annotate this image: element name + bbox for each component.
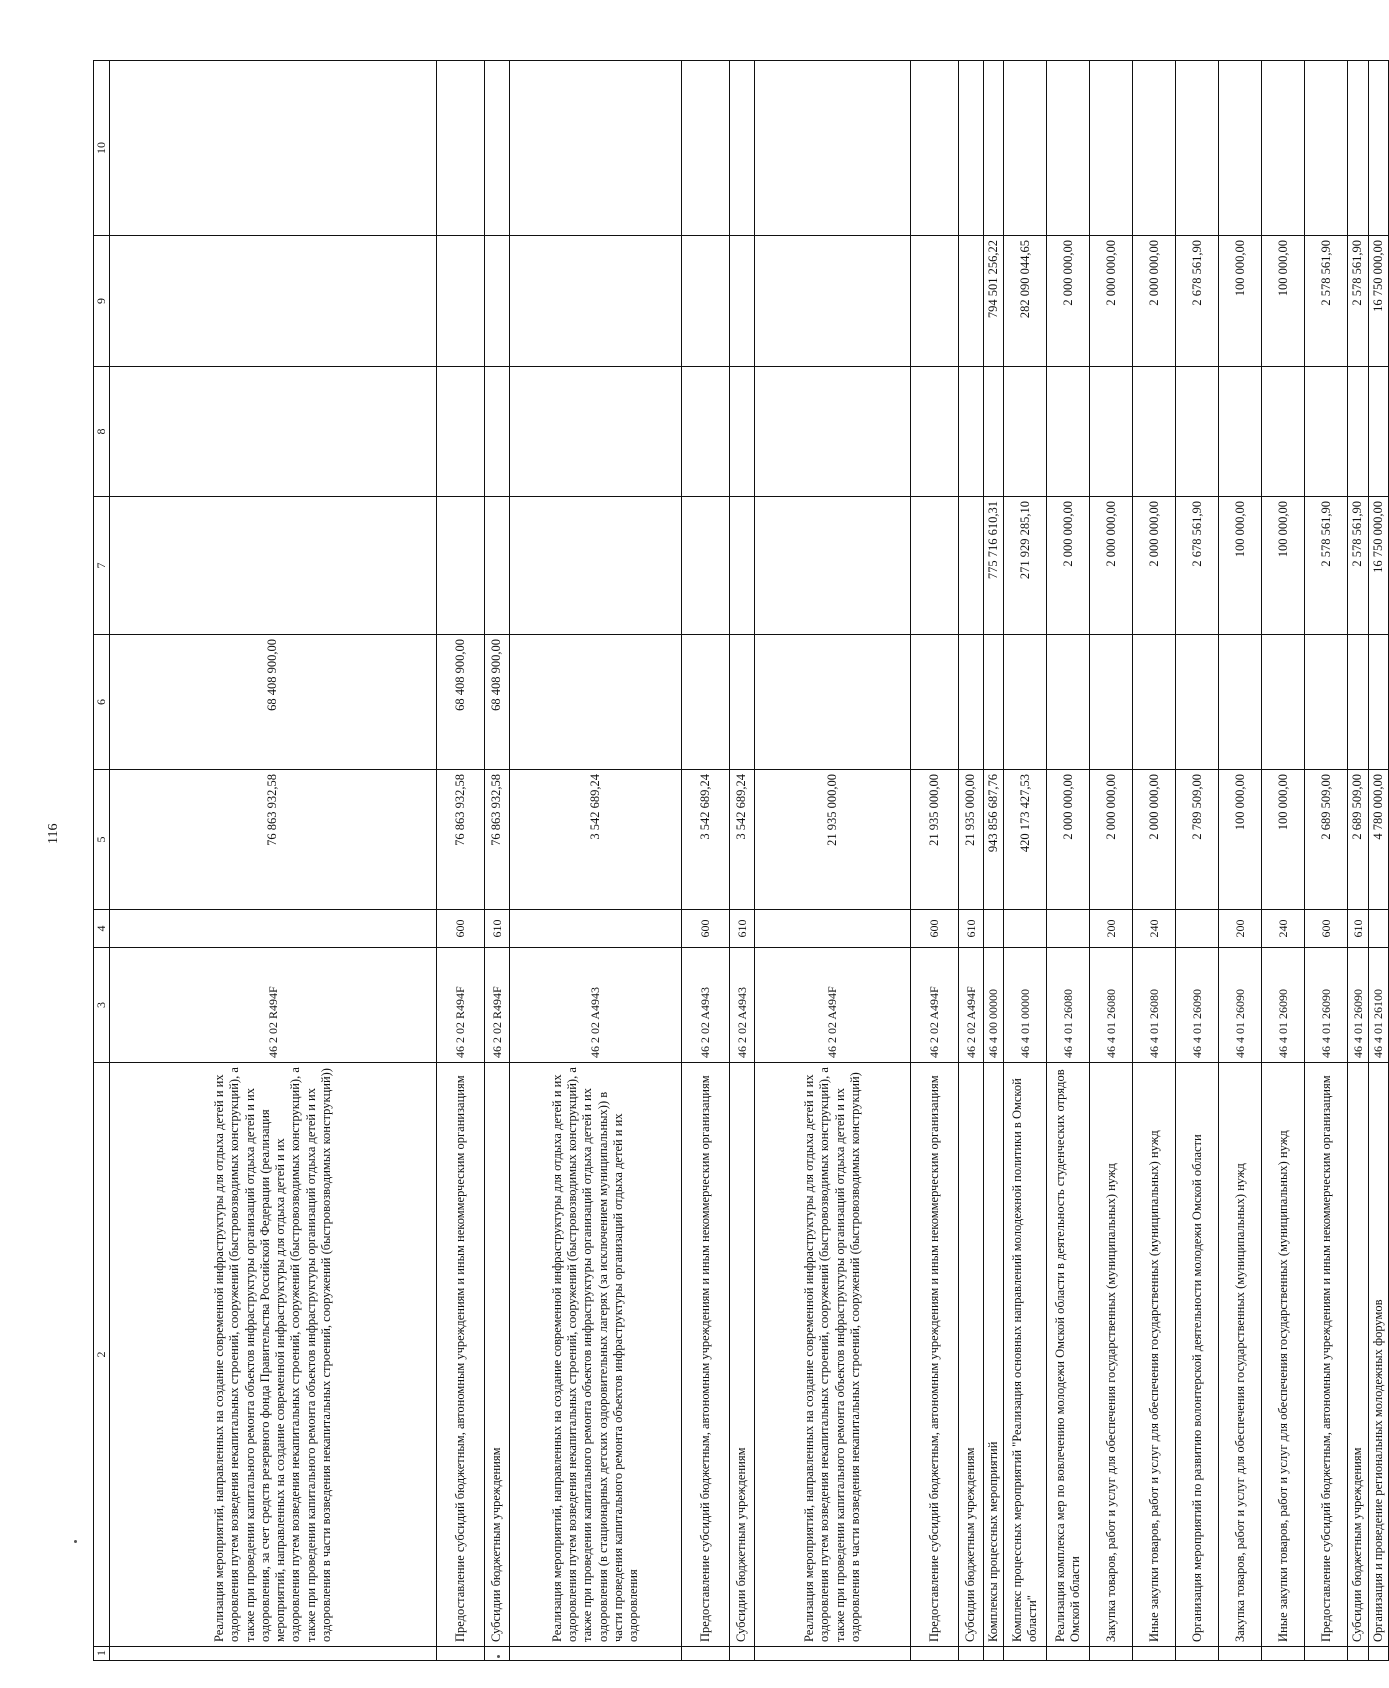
- table-row: [510, 61, 682, 1661]
- amount-col5-cell: 943 856 687,76: [984, 770, 1004, 910]
- amount-col7-cell: 100 000,00: [1262, 497, 1305, 635]
- row-marker-cell: [485, 1647, 510, 1661]
- amount-col5-cell: 21 935 000,00: [911, 770, 959, 910]
- target-code-cell: 46 4 01 26090: [1219, 948, 1262, 1063]
- header-cell: 8: [94, 367, 110, 497]
- amount-col7-cell: [437, 497, 485, 635]
- amount-col5-cell: 100 000,00: [1262, 770, 1305, 910]
- table-row: [1047, 61, 1090, 1661]
- amount-col5-cell: 3 542 689,24: [510, 770, 682, 910]
- item-name-cell: Иные закупки товаров, работ и услуг для обеспечения государственных (муниципальных) нужд: [1262, 1063, 1305, 1647]
- row-marker-cell: [437, 1647, 485, 1661]
- amount-col5-cell: 4 780 000,00: [1368, 770, 1388, 910]
- amount-col10-cell: [1368, 61, 1388, 236]
- amount-col5-cell: 21 935 000,00: [755, 770, 911, 910]
- table-row: [755, 61, 911, 1661]
- header-cell: 6: [94, 635, 110, 770]
- amount-col9-cell: [485, 236, 510, 367]
- target-code-cell: 46 4 01 26100: [1368, 948, 1388, 1063]
- amount-col9-cell: [755, 236, 911, 367]
- amount-col5-cell: 76 863 932,58: [437, 770, 485, 910]
- item-name-cell: Субсидии бюджетным учреждениям: [485, 1063, 510, 1647]
- expense-type-cell: 600: [437, 910, 485, 948]
- item-name-cell: Реализация мероприятий, направленных на создание современной инфраструктуры для отдыха детей и их оздоровления путем возведения некапитальных строений, сооружений (быстровозводимых конструкций), а также при проведении капитального ремонта объектов инфраструктуры организаций отдыха детей и их оздоровления (в стационарных детских оздоровительных лагерях (за исключением муниципальных)) в части проведения капитального ремонта объектов инфраструктуры организаций отдыха детей и их оздоровления: [510, 1063, 682, 1647]
- amount-col5-cell: 2 000 000,00: [1090, 770, 1133, 910]
- row-marker-cell: [1133, 1647, 1176, 1661]
- amount-col7-cell: [682, 497, 730, 635]
- expense-type-cell: 200: [1090, 910, 1133, 948]
- amount-col10-cell: [755, 61, 911, 236]
- amount-col6-cell: 68 408 900,00: [110, 635, 437, 770]
- amount-col9-cell: 100 000,00: [1219, 236, 1262, 367]
- amount-col6-cell: [1262, 635, 1305, 770]
- expense-type-cell: [1176, 910, 1219, 948]
- amount-col7-cell: [485, 497, 510, 635]
- rotated-page: [93, 61, 1385, 1661]
- amount-col10-cell: [110, 61, 437, 236]
- amount-col8-cell: [1219, 367, 1262, 497]
- amount-col8-cell: [959, 367, 984, 497]
- table-row: [1219, 61, 1262, 1661]
- table-row: [1368, 61, 1388, 1661]
- row-marker-cell: [682, 1647, 730, 1661]
- item-name-cell: Комплекс процессных мероприятий "Реализация основных направлений молодежной политики в Омской области": [1004, 1063, 1047, 1647]
- amount-col9-cell: [911, 236, 959, 367]
- amount-col6-cell: [1047, 635, 1090, 770]
- amount-col5-cell: 2 689 509,00: [1348, 770, 1368, 910]
- expense-type-cell: 600: [911, 910, 959, 948]
- amount-col6-cell: [1004, 635, 1047, 770]
- amount-col6-cell: [1305, 635, 1348, 770]
- row-marker-cell: [755, 1647, 911, 1661]
- amount-col6-cell: [911, 635, 959, 770]
- amount-col6-cell: [1133, 635, 1176, 770]
- header-cell: 7: [94, 497, 110, 635]
- amount-col9-cell: [510, 236, 682, 367]
- amount-col6-cell: 68 408 900,00: [437, 635, 485, 770]
- amount-col9-cell: 2 000 000,00: [1047, 236, 1090, 367]
- amount-col10-cell: [1004, 61, 1047, 236]
- amount-col10-cell: [984, 61, 1004, 236]
- amount-col5-cell: 2 000 000,00: [1133, 770, 1176, 910]
- scan-speck: [74, 1540, 77, 1543]
- table-row: [911, 61, 959, 1661]
- amount-col7-cell: 100 000,00: [1219, 497, 1262, 635]
- amount-col10-cell: [682, 61, 730, 236]
- amount-col8-cell: [1368, 367, 1388, 497]
- target-code-cell: 46 2 02 R494F: [437, 948, 485, 1063]
- header-cell: 1: [94, 1647, 110, 1661]
- row-marker-cell: [911, 1647, 959, 1661]
- row-marker-cell: [510, 1647, 682, 1661]
- budget-table: [93, 60, 1389, 1661]
- target-code-cell: 46 4 01 26080: [1090, 948, 1133, 1063]
- row-marker-cell: [1176, 1647, 1219, 1661]
- amount-col7-cell: 2 000 000,00: [1133, 497, 1176, 635]
- amount-col10-cell: [485, 61, 510, 236]
- amount-col9-cell: 16 750 000,00: [1368, 236, 1388, 367]
- amount-col10-cell: [1133, 61, 1176, 236]
- table-row: [1004, 61, 1047, 1661]
- item-name-cell: Реализация мероприятий, направленных на создание современной инфраструктуры для отдыха детей и их оздоровления путем возведения некапитальных строений, сооружений (быстровозводимых конструкций), а также при проведении капитального ремонта объектов инфраструктуры организаций отдыха детей и их оздоровления в части возведения некапитальных строений, сооружений (быстровозводимых конструкций): [755, 1063, 911, 1647]
- table-row: [437, 61, 485, 1661]
- amount-col6-cell: [959, 635, 984, 770]
- item-name-cell: Закупка товаров, работ и услуг для обеспечения государственных (муниципальных) нужд: [1219, 1063, 1262, 1647]
- amount-col8-cell: [984, 367, 1004, 497]
- amount-col6-cell: [1348, 635, 1368, 770]
- table-row: [682, 61, 730, 1661]
- expense-type-cell: 610: [730, 910, 755, 948]
- item-name-cell: Субсидии бюджетным учреждениям: [1348, 1063, 1368, 1647]
- amount-col10-cell: [1047, 61, 1090, 236]
- target-code-cell: 46 2 02 A4943: [510, 948, 682, 1063]
- table-row: [959, 61, 984, 1661]
- amount-col8-cell: [1133, 367, 1176, 497]
- amount-col5-cell: 76 863 932,58: [485, 770, 510, 910]
- table-row: [1262, 61, 1305, 1661]
- amount-col8-cell: [110, 367, 437, 497]
- amount-col9-cell: 2 578 561,90: [1348, 236, 1368, 367]
- amount-col5-cell: 3 542 689,24: [682, 770, 730, 910]
- expense-type-cell: [1004, 910, 1047, 948]
- amount-col5-cell: 76 863 932,58: [110, 770, 437, 910]
- amount-col9-cell: 2 678 561,90: [1176, 236, 1219, 367]
- amount-col10-cell: [1176, 61, 1219, 236]
- expense-type-cell: 610: [485, 910, 510, 948]
- amount-col8-cell: [911, 367, 959, 497]
- amount-col9-cell: [437, 236, 485, 367]
- amount-col7-cell: [959, 497, 984, 635]
- amount-col8-cell: [485, 367, 510, 497]
- amount-col10-cell: [911, 61, 959, 236]
- amount-col7-cell: [911, 497, 959, 635]
- item-name-cell: Предоставление субсидий бюджетным, автономным учреждениям и иным некоммерческим организациям: [437, 1063, 485, 1647]
- row-marker-cell: [1348, 1647, 1368, 1661]
- amount-col9-cell: 282 090 044,65: [1004, 236, 1047, 367]
- target-code-cell: 46 4 01 26090: [1348, 948, 1368, 1063]
- expense-type-cell: [110, 910, 437, 948]
- row-marker-cell: [110, 1647, 437, 1661]
- amount-col8-cell: [1047, 367, 1090, 497]
- target-code-cell: 46 2 02 A494F: [755, 948, 911, 1063]
- row-marker-cell: [1047, 1647, 1090, 1661]
- item-name-cell: Иные закупки товаров, работ и услуг для обеспечения государственных (муниципальных) нужд: [1133, 1063, 1176, 1647]
- row-marker-cell: [1219, 1647, 1262, 1661]
- table-row: [984, 61, 1004, 1661]
- amount-col8-cell: [682, 367, 730, 497]
- amount-col10-cell: [437, 61, 485, 236]
- table-header: [94, 61, 110, 1661]
- amount-col9-cell: [682, 236, 730, 367]
- expense-type-cell: [510, 910, 682, 948]
- amount-col8-cell: [1262, 367, 1305, 497]
- amount-col6-cell: [984, 635, 1004, 770]
- item-name-cell: Закупка товаров, работ и услуг для обеспечения государственных (муниципальных) нужд: [1090, 1063, 1133, 1647]
- expense-type-cell: 600: [1305, 910, 1348, 948]
- item-name-cell: Организация мероприятий по развитию волонтерской деятельности молодежи Омской области: [1176, 1063, 1219, 1647]
- expense-type-cell: [755, 910, 911, 948]
- amount-col9-cell: [959, 236, 984, 367]
- header-cell: 10: [94, 61, 110, 236]
- amount-col7-cell: 2 000 000,00: [1047, 497, 1090, 635]
- target-code-cell: 46 2 02 A4943: [730, 948, 755, 1063]
- target-code-cell: 46 4 01 26090: [1176, 948, 1219, 1063]
- item-name-cell: Комплексы процессных мероприятий: [984, 1063, 1004, 1647]
- amount-col8-cell: [730, 367, 755, 497]
- expense-type-cell: [1368, 910, 1388, 948]
- row-marker-cell: [1262, 1647, 1305, 1661]
- table-row: [1176, 61, 1219, 1661]
- amount-col6-cell: [682, 635, 730, 770]
- row-marker-cell: [1004, 1647, 1047, 1661]
- amount-col9-cell: 794 501 256,22: [984, 236, 1004, 367]
- amount-col7-cell: 2 578 561,90: [1305, 497, 1348, 635]
- page-number: 116: [46, 823, 61, 844]
- amount-col9-cell: [730, 236, 755, 367]
- amount-col10-cell: [959, 61, 984, 236]
- amount-col9-cell: 2 000 000,00: [1090, 236, 1133, 367]
- target-code-cell: 46 2 02 R494F: [110, 948, 437, 1063]
- amount-col8-cell: [1004, 367, 1047, 497]
- header-cell: 9: [94, 236, 110, 367]
- expense-type-cell: 240: [1133, 910, 1176, 948]
- expense-type-cell: 610: [959, 910, 984, 948]
- expense-type-cell: 600: [682, 910, 730, 948]
- amount-col5-cell: 2 000 000,00: [1047, 770, 1090, 910]
- amount-col5-cell: 3 542 689,24: [730, 770, 755, 910]
- item-name-cell: Субсидии бюджетным учреждениям: [959, 1063, 984, 1647]
- amount-col5-cell: 2 689 509,00: [1305, 770, 1348, 910]
- amount-col8-cell: [1305, 367, 1348, 497]
- table-row: [110, 61, 437, 1661]
- amount-col8-cell: [1090, 367, 1133, 497]
- header-cell: 2: [94, 1063, 110, 1647]
- expense-type-cell: [984, 910, 1004, 948]
- table-row: [1348, 61, 1368, 1661]
- target-code-cell: 46 2 02 A4943: [682, 948, 730, 1063]
- amount-col9-cell: 2 578 561,90: [1305, 236, 1348, 367]
- item-name-cell: Предоставление субсидий бюджетным, автономным учреждениям и иным некоммерческим организациям: [682, 1063, 730, 1647]
- target-code-cell: 46 2 02 A494F: [911, 948, 959, 1063]
- target-code-cell: 46 4 00 00000: [984, 948, 1004, 1063]
- amount-col8-cell: [437, 367, 485, 497]
- target-code-cell: 46 4 01 26080: [1133, 948, 1176, 1063]
- row-marker-cell: [730, 1647, 755, 1661]
- amount-col8-cell: [1348, 367, 1368, 497]
- item-name-cell: Субсидии бюджетным учреждениям: [730, 1063, 755, 1647]
- amount-col7-cell: [730, 497, 755, 635]
- row-marker-cell: [959, 1647, 984, 1661]
- amount-col7-cell: 271 929 285,10: [1004, 497, 1047, 635]
- target-code-cell: 46 4 01 00000: [1004, 948, 1047, 1063]
- table-row: [1090, 61, 1133, 1661]
- table-row: [730, 61, 755, 1661]
- amount-col6-cell: [510, 635, 682, 770]
- item-name-cell: Предоставление субсидий бюджетным, автономным учреждениям и иным некоммерческим организациям: [1305, 1063, 1348, 1647]
- amount-col8-cell: [510, 367, 682, 497]
- amount-col7-cell: 2 000 000,00: [1090, 497, 1133, 635]
- expense-type-cell: [1047, 910, 1090, 948]
- amount-col7-cell: [110, 497, 437, 635]
- row-marker-cell: [984, 1647, 1004, 1661]
- header-cell: 5: [94, 770, 110, 910]
- table-row: [485, 61, 510, 1661]
- amount-col5-cell: 100 000,00: [1219, 770, 1262, 910]
- amount-col7-cell: [510, 497, 682, 635]
- target-code-cell: 46 4 01 26090: [1305, 948, 1348, 1063]
- amount-col6-cell: [755, 635, 911, 770]
- header-cell: 4: [94, 910, 110, 948]
- amount-col10-cell: [1219, 61, 1262, 236]
- amount-col10-cell: [730, 61, 755, 236]
- amount-col6-cell: [730, 635, 755, 770]
- amount-col6-cell: 68 408 900,00: [485, 635, 510, 770]
- amount-col5-cell: 21 935 000,00: [959, 770, 984, 910]
- amount-col10-cell: [1348, 61, 1368, 236]
- table-row: [1305, 61, 1348, 1661]
- amount-col10-cell: [1305, 61, 1348, 236]
- expense-type-cell: 240: [1262, 910, 1305, 948]
- amount-col10-cell: [1090, 61, 1133, 236]
- amount-col9-cell: 100 000,00: [1262, 236, 1305, 367]
- expense-type-cell: 610: [1348, 910, 1368, 948]
- target-code-cell: 46 2 02 A494F: [959, 948, 984, 1063]
- item-name-cell: Реализация комплекса мер по вовлечению молодежи Омской области в деятельность студенческих отрядов Омской области: [1047, 1063, 1090, 1647]
- amount-col6-cell: [1090, 635, 1133, 770]
- item-name-cell: Организация и проведение региональных молодежных форумов: [1368, 1063, 1388, 1647]
- amount-col9-cell: 2 000 000,00: [1133, 236, 1176, 367]
- table-body: [110, 61, 1389, 1661]
- target-code-cell: 46 4 01 26090: [1262, 948, 1305, 1063]
- amount-col5-cell: 420 173 427,53: [1004, 770, 1047, 910]
- amount-col7-cell: [755, 497, 911, 635]
- amount-col10-cell: [1262, 61, 1305, 236]
- amount-col8-cell: [755, 367, 911, 497]
- amount-col6-cell: [1368, 635, 1388, 770]
- row-marker-cell: [1090, 1647, 1133, 1661]
- amount-col9-cell: [110, 236, 437, 367]
- amount-col6-cell: [1176, 635, 1219, 770]
- row-marker-cell: [1305, 1647, 1348, 1661]
- amount-col7-cell: 775 716 610,31: [984, 497, 1004, 635]
- target-code-cell: 46 2 02 R494F: [485, 948, 510, 1063]
- amount-col5-cell: 2 789 509,00: [1176, 770, 1219, 910]
- header-cell: 3: [94, 948, 110, 1063]
- item-name-cell: Реализация мероприятий, направленных на создание современной инфраструктуры для отдыха детей и их оздоровления путем возведения некапитальных строений, сооружений (быстровозводимых конструкций), а также при проведении капитального ремонта объектов инфраструктуры организаций отдыха детей и их оздоровления, за счет средств резервного фонда Правительства Российской Федерации (реализация мероприятий, направленных на создание современной инфраструктуры для отдыха детей и их оздоровления путем возведения некапитальных строений, сооружений (быстровозводимых конструкций), а также при проведении капитального ремонта объектов инфраструктуры организаций отдыха детей и их оздоровления в части возведения некапитальных строений, сооружений (быстровозводимых конструкций)): [110, 1063, 437, 1647]
- row-marker-cell: [1368, 1647, 1388, 1661]
- amount-col7-cell: 2 578 561,90: [1348, 497, 1368, 635]
- item-name-cell: Предоставление субсидий бюджетным, автономным учреждениям и иным некоммерческим организациям: [911, 1063, 959, 1647]
- amount-col7-cell: 16 750 000,00: [1368, 497, 1388, 635]
- target-code-cell: 46 4 01 26080: [1047, 948, 1090, 1063]
- amount-col8-cell: [1176, 367, 1219, 497]
- amount-col7-cell: 2 678 561,90: [1176, 497, 1219, 635]
- amount-col6-cell: [1219, 635, 1262, 770]
- amount-col10-cell: [510, 61, 682, 236]
- table-row: [1133, 61, 1176, 1661]
- expense-type-cell: 200: [1219, 910, 1262, 948]
